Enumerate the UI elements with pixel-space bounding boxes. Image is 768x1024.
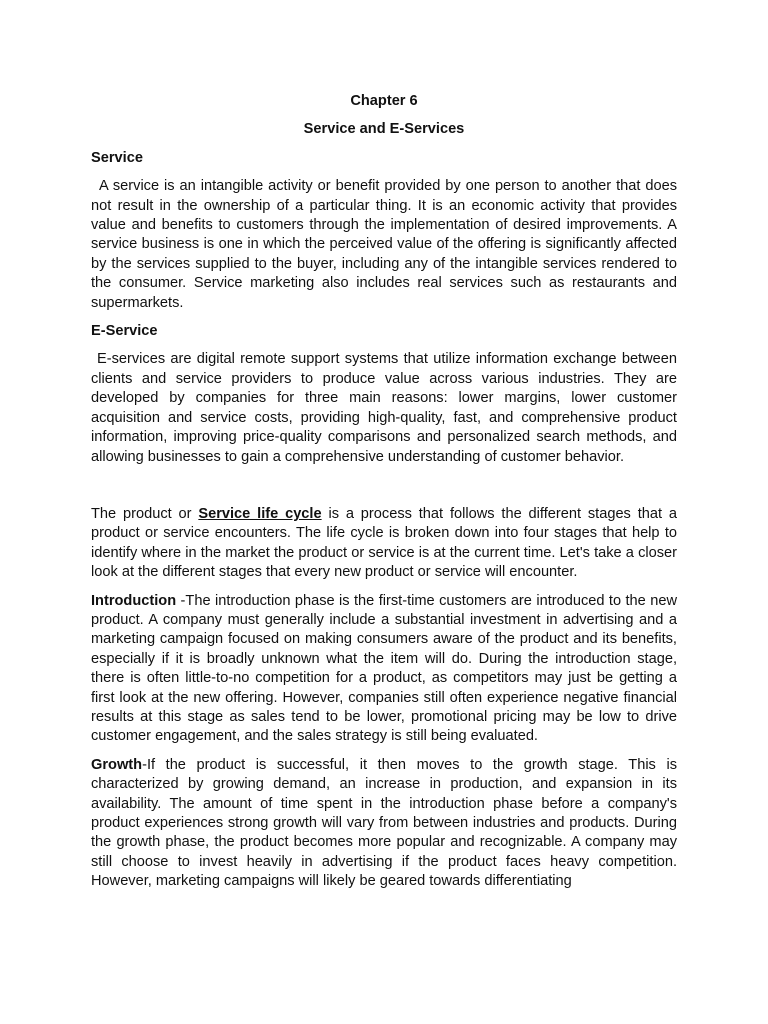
lifecycle-prefix: The product or bbox=[91, 505, 199, 522]
document-title: Service and E-Services bbox=[303, 121, 465, 138]
lifecycle-suffix: is a process that follows the different stages that a product or service encounters. The life cycle is broken down into four stages that help to identify where in the market the product or service is at the current time. Let's take a closer look at the different stages that every new product or service will encounter. bbox=[91, 505, 678, 581]
growth-body: -If the product is successful, it then moves to the growth stage. This is characterized by growing demand, an increase in production, and expansion in its availability. The amount of time spent in the introduction phase before a company's product experiences strong growth will vary from between industries and products. During the growth phase, the product becomes more popular and recognizable. A company may still choose to invest heavily in advertising if the product faces heavy competition. However, marketing campaigns will likely be geared towards differentiating bbox=[91, 756, 677, 890]
lifecycle-paragraph bbox=[91, 505, 677, 583]
growth-paragraph bbox=[91, 756, 677, 892]
growth-term: Growth bbox=[91, 756, 143, 773]
introduction-body: -The introduction phase is the first-time customers are introduced to the new product. A company must generally include a substantial investment in advertising and a marketing campaign focused on making consumers aware of the product and its benefits, especially if it is broadly unknown what the item will do. During the introduction stage, there is often little-to-no competition for a product, as competitors may just be getting a first look at the new offering. However, companies still often experience negative financial results at this stage as sales tend to be lower, promotional pricing may be low to drive customer engagement, and the sales strategy is still being evaluated. bbox=[91, 592, 677, 745]
introduction-term: Introduction bbox=[91, 592, 177, 609]
service-paragraph: A service is an intangible activity or benefit provided by one person to another that does not result in the ownership of a particular thing. It is an economic activity that provides value and benefits to customers through the implementation of desired improvements. A service business is one in which the perceived value of the offering is significantly affected by the services supplied to the buyer, including any of the intangible services rendered to the consumer. Service marketing also includes real services such as restaurants and supermarkets. bbox=[91, 178, 677, 311]
blank-spacer bbox=[91, 476, 677, 505]
eservice-paragraph: E-services are digital remote support systems that utilize information exchange between clients and service providers to produce value across various industries. They are developed by companies for three main reasons: lower margins, lower customer acquisition and service costs, providing high-quality, fast, and comprehensive product information, improving price-quality comparisons and personalized search methods, and allowing businesses to gain a comprehensive understanding of customer behavior. bbox=[91, 351, 677, 465]
document-page bbox=[91, 92, 677, 901]
chapter-label: Chapter 6 bbox=[350, 93, 418, 109]
lifecycle-term: Service life cycle bbox=[198, 505, 322, 522]
eservice-heading: E-Service bbox=[91, 323, 158, 340]
introduction-paragraph bbox=[91, 592, 677, 747]
service-heading: Service bbox=[91, 149, 143, 166]
